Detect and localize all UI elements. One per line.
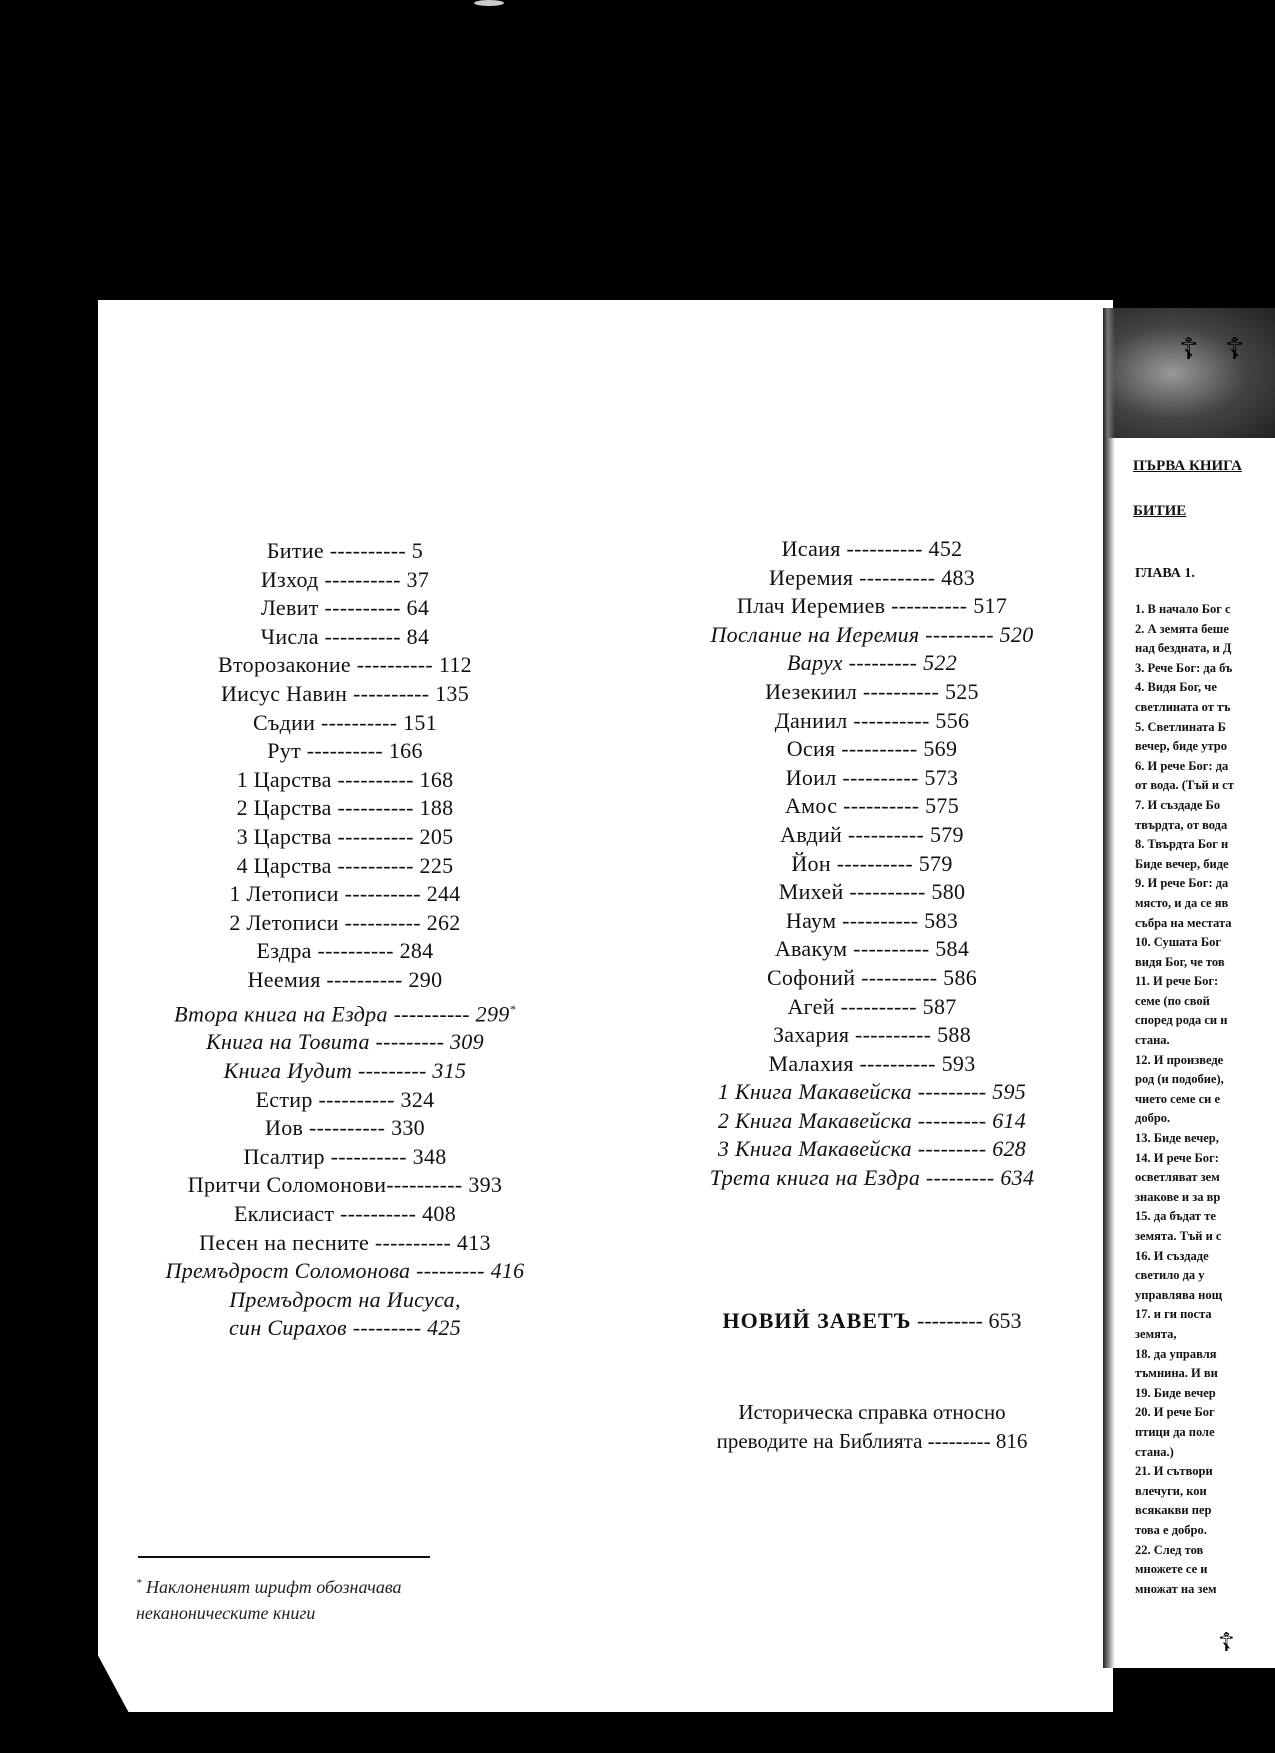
scan-body-line: множат на зем	[1135, 1581, 1217, 1596]
contents-entry-text: Захария ---------- 588	[772, 1022, 971, 1048]
contents-entry	[140, 737, 550, 766]
scan-body-line: място, и да се яв	[1135, 895, 1229, 910]
contents-entry	[140, 1229, 550, 1258]
contents-entry-text: Премъдрост Соломонова --------- 416	[165, 1258, 525, 1284]
contents-entry-text: Иеремия ---------- 483	[768, 564, 976, 590]
scan-body-line: 10. Сушата Бог	[1135, 935, 1222, 950]
footnote-rule	[138, 1556, 430, 1558]
contents-entry-text: Изход ---------- 37	[260, 566, 430, 592]
new-testament-dashes: ---------	[911, 1308, 989, 1333]
contents-entry	[140, 651, 550, 680]
scan-body-line: добро.	[1135, 1111, 1171, 1126]
contents-entry-text: Съдии ---------- 151	[252, 709, 438, 735]
scan-body-line: 13. Биде вечер,	[1135, 1131, 1219, 1146]
contents-entry	[140, 966, 550, 995]
contents-entry	[140, 537, 550, 566]
contents-entry	[672, 735, 1072, 764]
contents-entry	[672, 1164, 1072, 1193]
orthodox-cross-icon: ☦	[1179, 332, 1199, 367]
orthodox-cross-icon: ☦	[1218, 1628, 1235, 1658]
scan-body-line: 15. да бъдат те	[1135, 1209, 1216, 1224]
contents-entry	[140, 995, 550, 1029]
contents-entry	[672, 1050, 1072, 1079]
scan-body-line: 19. Биде вечер	[1135, 1385, 1216, 1400]
contents-entry-text: 3 Царства ---------- 205	[236, 823, 454, 849]
contents-entry	[672, 935, 1072, 964]
footnote-line-1: Наклоненият шрифт обозначава	[146, 1577, 402, 1597]
contents-entry	[140, 709, 550, 738]
contents-entry	[672, 1078, 1072, 1107]
contents-entry-text: 1 Царства ---------- 168	[236, 766, 454, 792]
contents-entry-text: 3 Книга Макавейска --------- 628	[717, 1136, 1027, 1162]
footnote-marker: *	[136, 1577, 142, 1589]
contents-entry-text: Иисус Навин ---------- 135	[220, 680, 470, 706]
historical-note-line-2: преводите на Библията --------- 816	[716, 1429, 1028, 1453]
contents-entry	[140, 623, 550, 652]
contents-entry	[140, 566, 550, 595]
contents-entry-text: Агей ---------- 587	[787, 993, 957, 1019]
contents-entry-text: Книга Иудит --------- 315	[223, 1058, 467, 1084]
contents-entry	[672, 1107, 1072, 1136]
scan-body-line: 22. След тов	[1135, 1542, 1204, 1557]
contents-entry-text: Михей ---------- 580	[778, 879, 966, 905]
scan-body-line: 20. И рече Бог	[1135, 1405, 1215, 1420]
contents-entry-text: Втора книга на Ездра ---------- 299	[174, 1000, 510, 1026]
contents-entry	[140, 794, 550, 823]
contents-entry-text: Иезекиил ---------- 525	[765, 678, 979, 704]
contents-entry-text: Левит ---------- 64	[260, 595, 430, 621]
scan-body-line: 1. В начало Бог с	[1135, 602, 1231, 616]
contents-entry-text: Авакум ---------- 584	[774, 936, 970, 962]
scan-body-text	[1135, 600, 1275, 1599]
scan-body-line: 16. И създаде	[1135, 1248, 1209, 1263]
contents-entry	[672, 649, 1072, 678]
scan-body-line: род (и подобие),	[1135, 1072, 1224, 1087]
contents-entry	[140, 1257, 550, 1286]
scan-body-line: 2. А земята беше	[1135, 621, 1229, 636]
scan-body-line: светлината от тъ	[1135, 699, 1231, 714]
contents-entry-text: Варух --------- 522	[786, 650, 958, 676]
contents-entry	[672, 592, 1072, 621]
contents-entry-text: Неемия ---------- 290	[247, 966, 443, 992]
contents-entry	[140, 766, 550, 795]
contents-column-left	[140, 537, 550, 1343]
scan-body-line: според рода си н	[1135, 1013, 1228, 1028]
contents-entry	[672, 850, 1072, 879]
scan-body-line: вечер, биде утро	[1135, 739, 1227, 754]
contents-entry	[140, 1314, 550, 1343]
contents-entry	[672, 764, 1072, 793]
contents-entry	[672, 964, 1072, 993]
scan-speck	[474, 0, 504, 6]
contents-entry	[672, 821, 1072, 850]
scan-body-line: 18. да управля	[1135, 1346, 1217, 1361]
scan-body-line: това е добро.	[1135, 1522, 1207, 1537]
contents-column-right	[672, 535, 1072, 1193]
contents-entry	[672, 792, 1072, 821]
scan-body-line: земята,	[1135, 1326, 1177, 1341]
contents-entry	[140, 823, 550, 852]
contents-entry	[140, 1200, 550, 1229]
scan-heading-book: ПЪРВА КНИГА	[1133, 458, 1242, 474]
contents-entry-text: 2 Книга Макавейска --------- 614	[717, 1107, 1027, 1133]
scan-body-line: знакове и за вр	[1135, 1189, 1221, 1204]
contents-entry	[672, 564, 1072, 593]
contents-entry-text: Псалтир ---------- 348	[243, 1143, 447, 1169]
contents-entry	[672, 1021, 1072, 1050]
scan-body-line: чието семе си е	[1135, 1091, 1221, 1106]
scan-body-line: 12. И произведе	[1135, 1052, 1224, 1067]
contents-entry-text: Иоил ---------- 573	[785, 764, 959, 790]
scan-body-line: твърдта, от вода	[1135, 817, 1228, 832]
scan-body-line: земята. Тъй и с	[1135, 1229, 1222, 1243]
adjacent-scanned-page	[1103, 308, 1275, 1668]
contents-entry-text: Ездра ---------- 284	[256, 938, 434, 964]
contents-entry-text: 1 Книга Макавейска --------- 595	[717, 1079, 1027, 1105]
scan-body-line: управлява нощ	[1135, 1287, 1223, 1302]
contents-entry-text: 4 Царства ---------- 225	[236, 852, 454, 878]
scan-heading-genesis: БИТИЕ	[1133, 503, 1187, 519]
scan-body-line: 11. И рече Бог:	[1135, 974, 1219, 989]
scan-body-line: 7. И създаде Бо	[1135, 797, 1221, 812]
contents-entry-text: Малахия ---------- 593	[768, 1050, 976, 1076]
contents-entry	[140, 852, 550, 881]
scan-body-line: всякакви пер	[1135, 1503, 1212, 1518]
scan-body-line: осветляват зем	[1135, 1170, 1220, 1185]
contents-entry	[672, 535, 1072, 564]
scan-chapter-heading: ГЛАВА 1.	[1135, 566, 1195, 581]
historical-note-entry	[672, 1398, 1072, 1456]
contents-entry-text: Естир ---------- 324	[255, 1086, 435, 1112]
contents-entry-text: Рут ---------- 166	[267, 738, 423, 764]
contents-entry	[672, 707, 1072, 736]
scan-body-line: 3. Рече Бог: да бъ	[1135, 660, 1233, 675]
scan-body-line: 14. И рече Бог:	[1135, 1150, 1219, 1165]
contents-entry-text: Амос ---------- 575	[784, 793, 960, 819]
historical-note-line-1: Историческа справка относно	[738, 1400, 1006, 1424]
scan-body-line: тъмнина. И ви	[1135, 1366, 1218, 1381]
footnote-line-2: неканоническите книги	[136, 1603, 316, 1623]
new-testament-page: 653	[988, 1308, 1022, 1333]
new-testament-entry	[672, 1308, 1072, 1334]
contents-entry	[672, 993, 1072, 1022]
contents-entry	[140, 1057, 550, 1086]
scan-body-line: 4. Видя Бог, че	[1135, 680, 1217, 695]
scan-body-line: от вода. (Тъй и ст	[1135, 778, 1234, 793]
scan-ornament-band	[1103, 308, 1275, 438]
contents-entry	[140, 937, 550, 966]
contents-entry	[140, 680, 550, 709]
contents-entry	[672, 878, 1072, 907]
contents-entry	[672, 621, 1072, 650]
contents-entry-text: Числа ---------- 84	[260, 623, 430, 649]
scan-body-line: стана.)	[1135, 1444, 1174, 1459]
contents-entry-text: Плач Иеремиев ---------- 517	[736, 593, 1008, 619]
scan-body-line: 21. И сътвори	[1135, 1464, 1213, 1479]
scan-page-edge	[1103, 308, 1115, 1668]
scan-body-line: 6. И рече Бог: да	[1135, 758, 1229, 773]
contents-entry-text: Битие ---------- 5	[266, 538, 424, 563]
contents-entry-text: 2 Царства ---------- 188	[236, 795, 454, 821]
footnote-star: *	[509, 1001, 516, 1016]
contents-entry	[140, 1086, 550, 1115]
contents-entry-text: Иов ---------- 330	[265, 1115, 425, 1141]
contents-entry-text: Книга на Товита --------- 309	[206, 1029, 484, 1055]
contents-entry-text: Еклисиаст ---------- 408	[233, 1200, 457, 1226]
contents-entry-text: Наум ---------- 583	[785, 907, 959, 933]
contents-entry-text: Исаия ---------- 452	[781, 536, 963, 561]
contents-entry	[672, 678, 1072, 707]
contents-entry-text: Даниил ---------- 556	[774, 707, 970, 733]
contents-entry	[672, 907, 1072, 936]
scan-body-line: множете се и	[1135, 1562, 1208, 1577]
scan-body-line: светило да у	[1135, 1268, 1205, 1283]
contents-entry	[140, 1171, 550, 1200]
contents-entry	[140, 1143, 550, 1172]
contents-entry	[140, 1028, 550, 1057]
contents-entry-text: 1 Летописи ---------- 244	[229, 881, 461, 907]
contents-entry	[672, 1135, 1072, 1164]
scan-body-line: над бездната, и Д	[1135, 641, 1232, 656]
scan-body-line: Биде вечер, биде	[1135, 856, 1229, 871]
contents-entry	[140, 909, 550, 938]
contents-entry-text: Песен на песните ---------- 413	[199, 1229, 491, 1255]
contents-entry-text: Послание на Иеремия --------- 520	[710, 621, 1034, 647]
contents-entry-text: Софоний ---------- 586	[766, 964, 978, 990]
footnote	[136, 1570, 506, 1626]
contents-entry-text: син Сирахов --------- 425	[228, 1315, 462, 1341]
contents-entry-text: Авдий ---------- 579	[780, 821, 964, 847]
contents-entry	[140, 880, 550, 909]
scan-body-line: влечуги, кои	[1135, 1483, 1207, 1498]
scan-body-line: стана.	[1135, 1033, 1170, 1048]
contents-entry-text: 2 Летописи ---------- 262	[229, 909, 461, 935]
scan-body-line: видя Бог, че тов	[1135, 954, 1225, 969]
contents-entry-text: Йон ---------- 579	[791, 850, 953, 876]
scan-body-line: 8. Твърдта Бог н	[1135, 837, 1229, 852]
scan-body-line: 9. И рече Бог: да	[1135, 876, 1229, 891]
scan-body-line: събра на местата	[1135, 915, 1232, 930]
contents-entry-text: Осия ---------- 569	[786, 736, 958, 762]
contents-entry	[140, 1286, 550, 1315]
scan-body-line: семе (по свой	[1135, 993, 1210, 1008]
contents-entry-text: Притчи Соломонови---------- 393	[187, 1172, 503, 1198]
contents-entry	[140, 1114, 550, 1143]
orthodox-cross-icon: ☦	[1225, 332, 1245, 367]
contents-entry-text: Трета книга на Ездра --------- 634	[709, 1165, 1035, 1191]
contents-entry-text: Второзаконие ---------- 112	[218, 652, 472, 678]
new-testament-title: НОВИЙ ЗАВЕТЪ	[722, 1308, 912, 1333]
contents-entry-text: Премъдрост на Иисуса,	[229, 1286, 461, 1312]
scan-body-line: 17. и ги поста	[1135, 1307, 1212, 1322]
scan-body-line: 5. Светлината Б	[1135, 719, 1226, 734]
scan-body-line: птици да поле	[1135, 1424, 1215, 1439]
contents-entry	[140, 594, 550, 623]
